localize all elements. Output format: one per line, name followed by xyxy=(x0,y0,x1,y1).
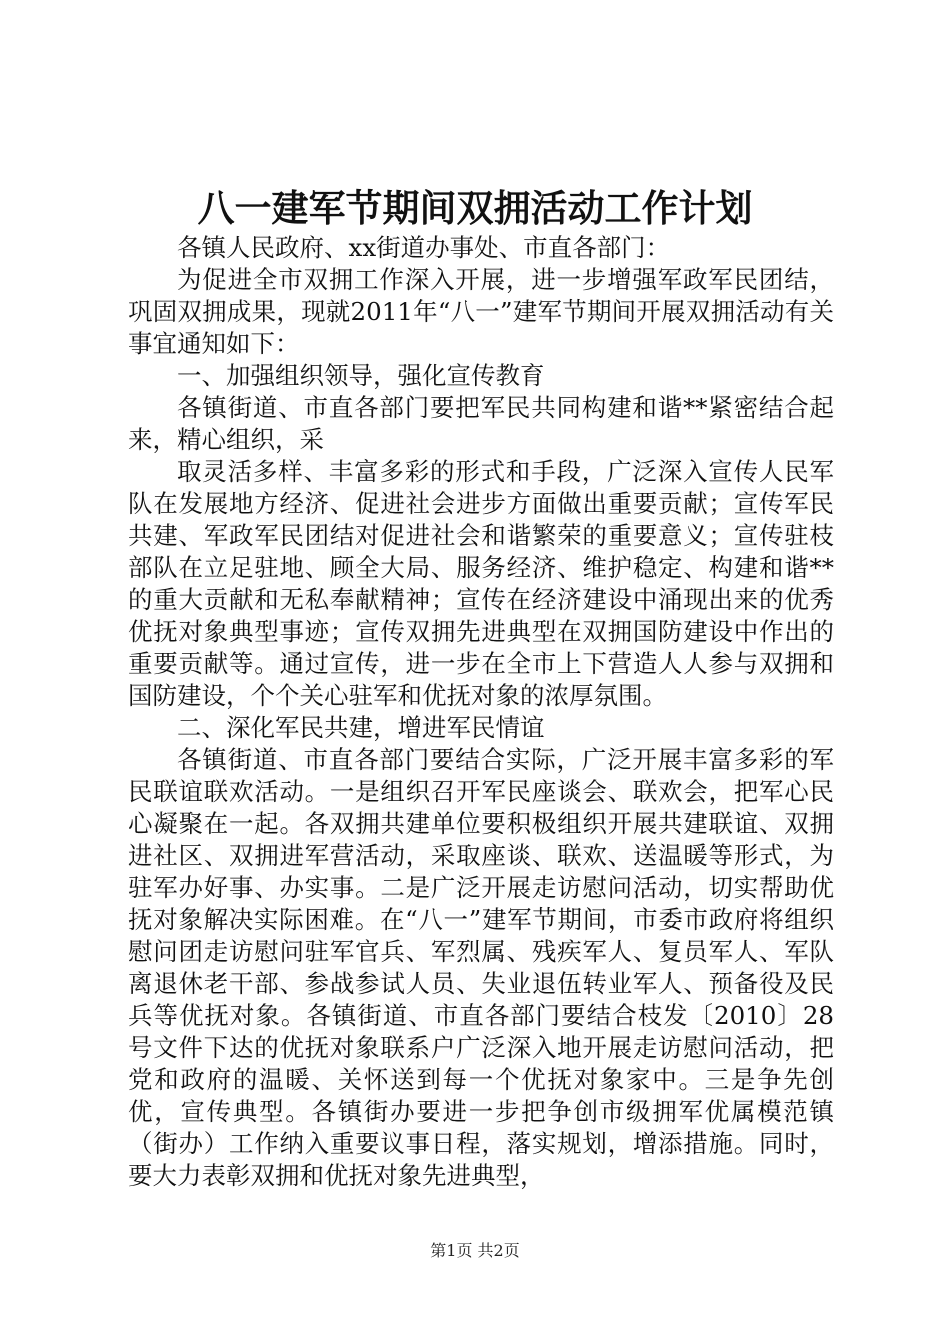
intro-paragraph: 为促进全市双拥工作深入开展，进一步增强军政军民团结，巩固双拥成果，现就2011年“八一”建军节期间开展双拥活动有关事宜通知如下： xyxy=(128,265,834,358)
document-body xyxy=(128,232,834,1192)
document-title: 八一建军节期间双拥活动工作计划 xyxy=(197,186,753,230)
body-paragraph: 各镇街道、市直各部门要把军民共同构建和谐**紧密结合起来，精心组织，采 xyxy=(128,393,834,454)
page-number-footer: 第1页 共2页 xyxy=(430,1241,520,1260)
body-paragraph: 各镇街道、市直各部门要结合实际，广泛开展丰富多彩的军民联谊联欢活动。一是组织召开军民座谈会、联欢会，把军心民心凝聚在一起。各双拥共建单位要积极组织开展共建联谊、双拥进社区、双拥进军营活动，采取座谈、联欢、送温暖等形式，为驻军办好事、办实事。二是广泛开展走访慰问活动，切实帮助优抚对象解决实际困难。在“八一”建军节期间，市委市政府将组织慰问团走访慰问驻军官兵、军烈属、残疾军人、复员军人、军队离退休老干部、参战参试人员、失业退伍转业军人、预备役及民兵等优抚对象。各镇街道、市直各部门要结合枝发〔2010〕28号文件下达的优抚对象联系户广泛深入地开展走访慰问活动，把党和政府的温暖、关怀送到每一个优抚对象家中。三是争先创优，宣传典型。各镇街办要进一步把争创市级拥军优属模范镇（街办）工作纳入重要议事日程，落实规划，增添措施。同时，要大力表彰双拥和优抚对象先进典型， xyxy=(128,745,834,1190)
section-heading-2: 二、深化军民共建，增进军民情谊 xyxy=(177,713,545,742)
section-heading-1: 一、加强组织领导，强化宣传教育 xyxy=(177,361,545,390)
body-paragraph: 取灵活多样、丰富多彩的形式和手段，广泛深入宣传人民军队在发展地方经济、促进社会进步方面做出重要贡献；宣传军民共建、军政军民团结对促进社会和谐繁荣的重要意义；宣传驻枝部队在立足驻地、顾全大局、服务经济、维护稳定、构建和谐**的重大贡献和无私奉献精神；宣传在经济建设中涌现出来的优秀优抚对象典型事迹；宣传双拥先进典型在双拥国防建设中作出的重要贡献等。通过宣传，进一步在全市上下营造人人参与双拥和国防建设，个个关心驻军和优抚对象的浓厚氛围。 xyxy=(128,457,834,710)
salutation-paragraph: 各镇人民政府、xx街道办事处、市直各部门： xyxy=(177,233,671,262)
